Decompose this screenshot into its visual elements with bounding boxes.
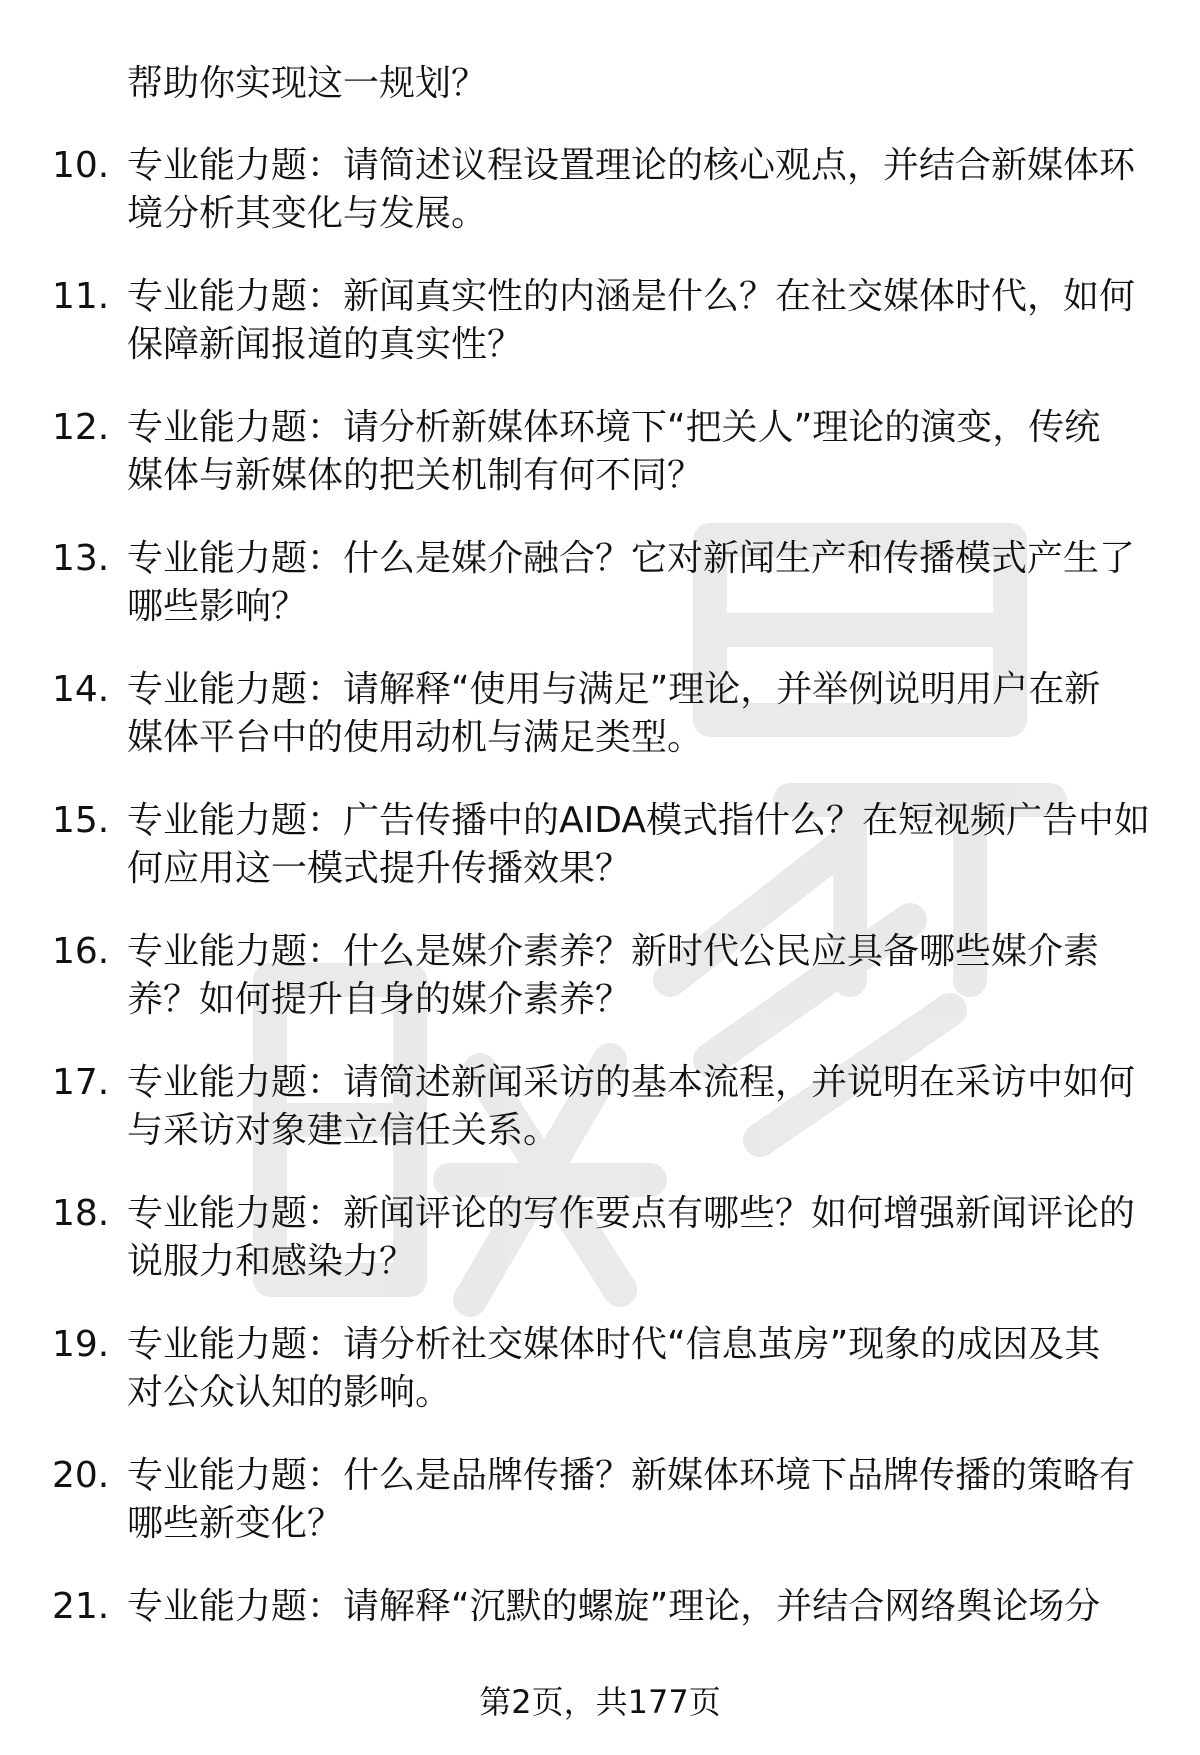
question-number: 11. (52, 276, 110, 317)
question-text (127, 1452, 1157, 1548)
question-item (0, 273, 1200, 404)
question-number: 13. (52, 538, 110, 579)
continuation-text: 帮助你实现这一规划？ (127, 63, 488, 104)
question-number: 18. (52, 1193, 110, 1234)
question-item (0, 1190, 1200, 1321)
question-text (127, 1059, 1157, 1155)
question-text (127, 797, 1157, 893)
question-number: 12. (52, 407, 110, 448)
question-number: 21. (52, 1586, 110, 1627)
question-number: 10. (52, 145, 110, 186)
question-line: 专业能力题：请分析新媒体环境下“把关人”理论的演变，传统 (127, 407, 1101, 448)
question-line: 专业能力题：新闻评论的写作要点有哪些？如何增强新闻评论的 (127, 1193, 1136, 1234)
question-list (0, 142, 1200, 1714)
question-line: 专业能力题：新闻真实性的内涵是什么？在社交媒体时代，如何 (127, 276, 1136, 317)
question-number: 19. (52, 1324, 110, 1365)
question-text (127, 666, 1157, 762)
question-line: 专业能力题：广告传播中的AIDA模式指什么？在短视频广告中如 (127, 800, 1150, 841)
question-line: 专业能力题：什么是媒介素养？新时代公民应具备哪些媒介素 (127, 931, 1100, 972)
question-item (0, 797, 1200, 928)
question-item (0, 404, 1200, 535)
question-line: 养？如何提升自身的媒介素养？ (127, 979, 632, 1020)
question-text (127, 928, 1157, 1024)
question-number: 14. (52, 669, 110, 710)
question-number: 17. (52, 1062, 110, 1103)
question-line: 保障新闻报道的真实性？ (127, 324, 524, 365)
question-item (0, 142, 1200, 273)
question-item (0, 928, 1200, 1059)
question-line: 专业能力题：请解释“使用与满足”理论，并举例说明用户在新 (127, 669, 1101, 710)
question-line: 说服力和感染力？ (127, 1241, 416, 1282)
question-line: 与采访对象建立信任关系。 (127, 1110, 560, 1151)
question-line: 专业能力题：请简述议程设置理论的核心观点，并结合新媒体环 (127, 145, 1136, 186)
question-text (127, 1583, 1157, 1631)
question-line: 专业能力题：请解释“沉默的螺旋”理论，并结合网络舆论场分 (127, 1586, 1101, 1627)
question-text (127, 404, 1157, 500)
question-line: 哪些新变化？ (127, 1503, 344, 1544)
question-item (0, 1321, 1200, 1452)
question-number: 16. (52, 931, 110, 972)
question-line: 专业能力题：请简述新闻采访的基本流程，并说明在采访中如何 (127, 1062, 1136, 1103)
question-line: 哪些影响？ (127, 586, 308, 627)
question-line: 专业能力题：请分析社交媒体时代“信息茧房”现象的成因及其 (127, 1324, 1101, 1365)
question-text (127, 142, 1157, 238)
question-text (127, 535, 1157, 631)
question-line: 媒体与新媒体的把关机制有何不同？ (127, 455, 704, 496)
question-line: 专业能力题：什么是品牌传播？新媒体环境下品牌传播的策略有 (127, 1455, 1136, 1496)
question-line: 对公众认知的影响。 (127, 1372, 452, 1413)
question-item (0, 535, 1200, 666)
question-number: 20. (52, 1455, 110, 1496)
question-text (127, 273, 1157, 369)
question-number: 15. (52, 800, 110, 841)
question-item (0, 1452, 1200, 1583)
page-footer: 第2页，共177页 (479, 1683, 721, 1721)
question-line: 媒体平台中的使用动机与满足类型。 (127, 717, 704, 758)
question-line: 何应用这一模式提升传播效果？ (127, 848, 632, 889)
question-line: 境分析其变化与发展。 (127, 193, 488, 234)
question-text (127, 1321, 1157, 1417)
question-item (0, 1059, 1200, 1190)
question-item (0, 666, 1200, 797)
question-text (127, 1190, 1157, 1286)
question-line: 专业能力题：什么是媒介融合？它对新闻生产和传播模式产生了 (127, 538, 1136, 579)
